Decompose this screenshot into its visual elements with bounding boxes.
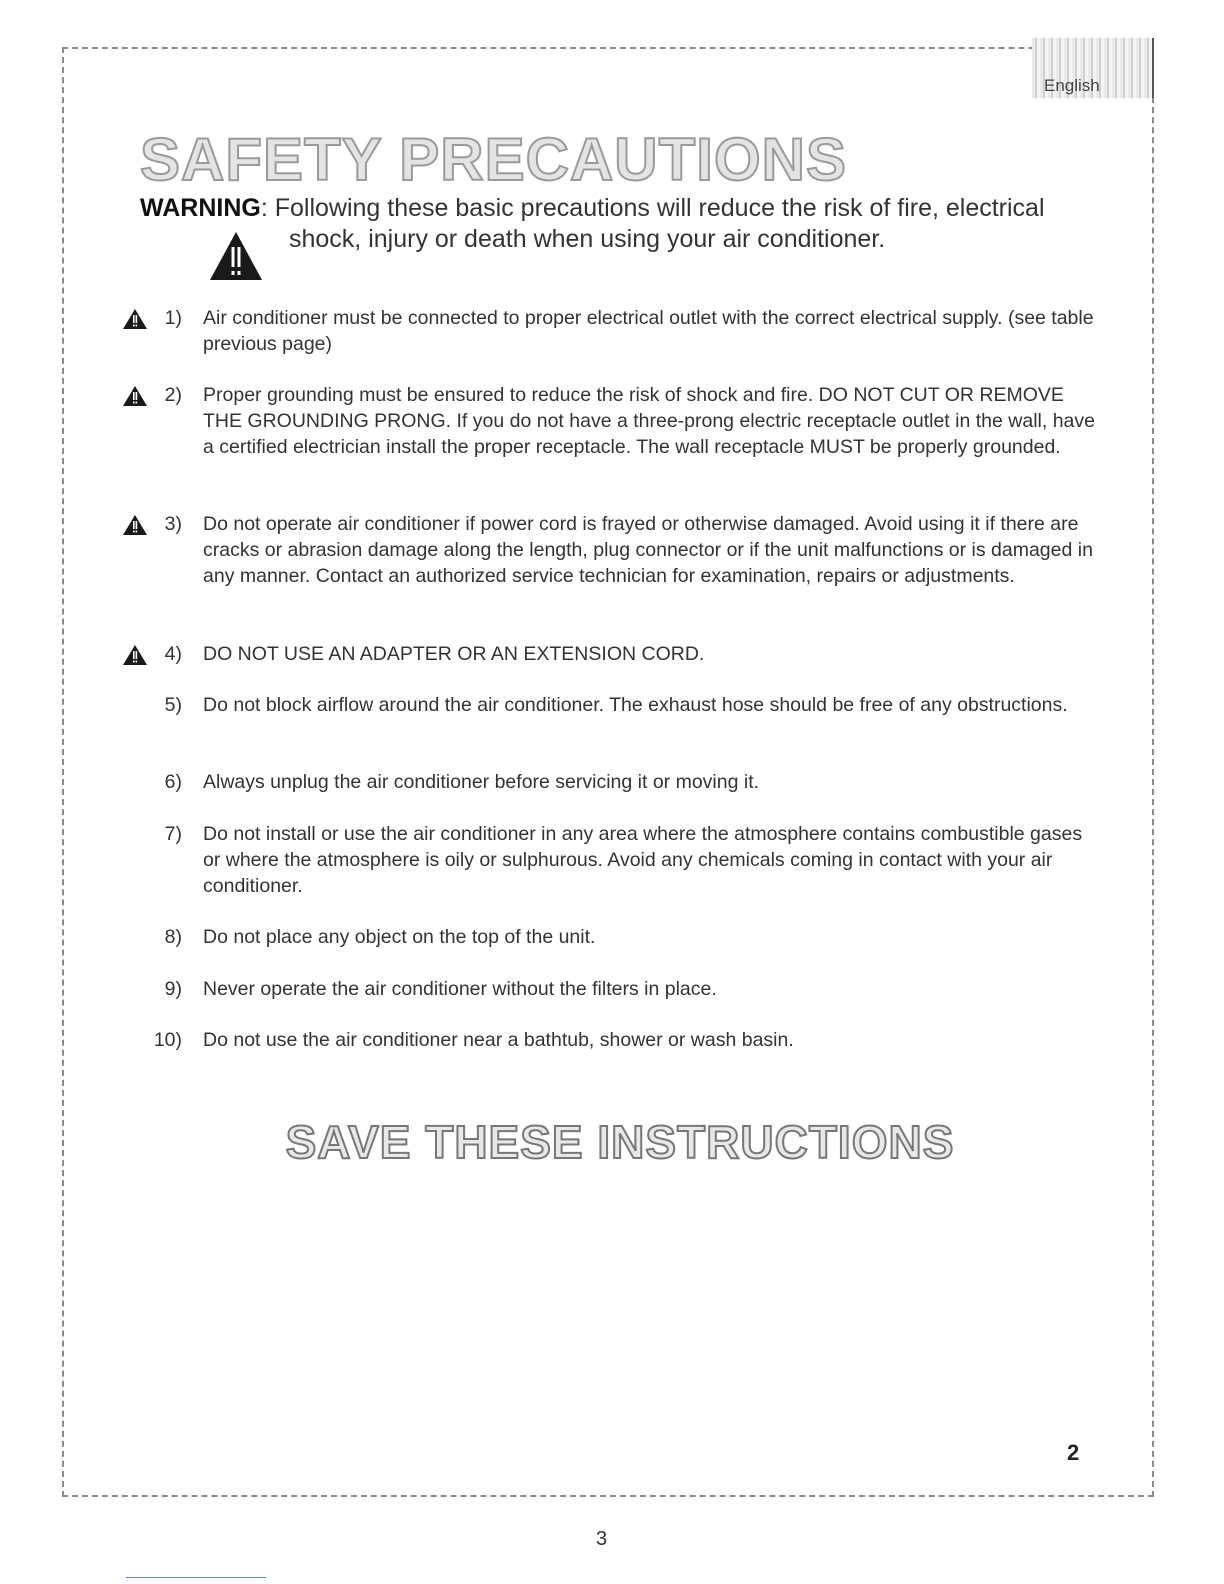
item-text: Do not place any object on the top of the unit. bbox=[203, 926, 596, 948]
item-number: 9) bbox=[164, 978, 182, 1000]
item-number: 3) bbox=[164, 513, 182, 535]
item-text: Proper grounding must be ensured to reduce the risk of shock and fire. DO NOT CUT OR REMOVE THE GROUNDING PRONG. If you do not have a three-prong electric receptacle outlet in the wall, have a certified electrician install the proper receptacle. The wall receptacle MUST be properly grounded. bbox=[203, 384, 1095, 458]
warning-triangle-icon bbox=[122, 644, 148, 666]
item-text: Always unplug the air conditioner before servicing it or moving it. bbox=[203, 771, 760, 793]
link-underline bbox=[126, 1577, 266, 1578]
warning-triangle-icon bbox=[122, 385, 148, 407]
save-instructions-heading: SAVE THESE INSTRUCTIONS bbox=[285, 1116, 955, 1168]
item-text: Do not install or use the air conditioner in any area where the atmosphere contains combustible gases or where the atmosphere is oily or sulphurous. Avoid any chemicals coming in contact with your air conditioner. bbox=[203, 823, 1083, 897]
item-text: Air conditioner must be connected to proper electrical outlet with the correct electrical supply. (see table previous page) bbox=[203, 307, 1094, 355]
item-number: 10) bbox=[153, 1029, 182, 1051]
item-number: 2) bbox=[164, 384, 182, 406]
warning-triangle-icon bbox=[122, 308, 148, 330]
warning-text-line1: : Following these basic precautions will reduce the risk of fire, electrical bbox=[260, 194, 1045, 222]
item-number: 5) bbox=[164, 694, 182, 716]
item-number: 1) bbox=[164, 307, 182, 329]
warning-text-line2: shock, injury or death when using your air conditioner. bbox=[289, 225, 886, 253]
warning-triangle-icon bbox=[208, 230, 264, 282]
warning-statement bbox=[140, 193, 1100, 255]
item-text: Never operate the air conditioner without the filters in place. bbox=[203, 978, 717, 1000]
item-number: 8) bbox=[164, 926, 182, 948]
item-text: Do not block airflow around the air conditioner. The exhaust hose should be free of any obstructions. bbox=[203, 694, 1068, 716]
page-title: SAFETY PRECAUTIONS bbox=[140, 126, 847, 193]
item-number: 4) bbox=[164, 643, 182, 665]
warning-triangle-icon bbox=[122, 514, 148, 536]
item-text: Do not operate air conditioner if power cord is frayed or otherwise damaged. Avoid using it if there are cracks or abrasion damage along the length, plug connector or if the unit malfunctions or is damaged in any manner. Contact an authorized service technician for examination, repairs or adjustments. bbox=[203, 513, 1093, 587]
item-number: 7) bbox=[164, 823, 182, 845]
sheet-number: 3 bbox=[596, 1528, 608, 1550]
item-text: Do not use the air conditioner near a bathtub, shower or wash basin. bbox=[203, 1029, 794, 1051]
warning-label: WARNING bbox=[140, 194, 261, 222]
page-number: 2 bbox=[1067, 1440, 1080, 1465]
item-text: DO NOT USE AN ADAPTER OR AN EXTENSION CORD. bbox=[203, 643, 705, 665]
language-label: English bbox=[1044, 76, 1100, 95]
item-number: 6) bbox=[164, 771, 182, 793]
language-tab bbox=[1032, 38, 1154, 98]
